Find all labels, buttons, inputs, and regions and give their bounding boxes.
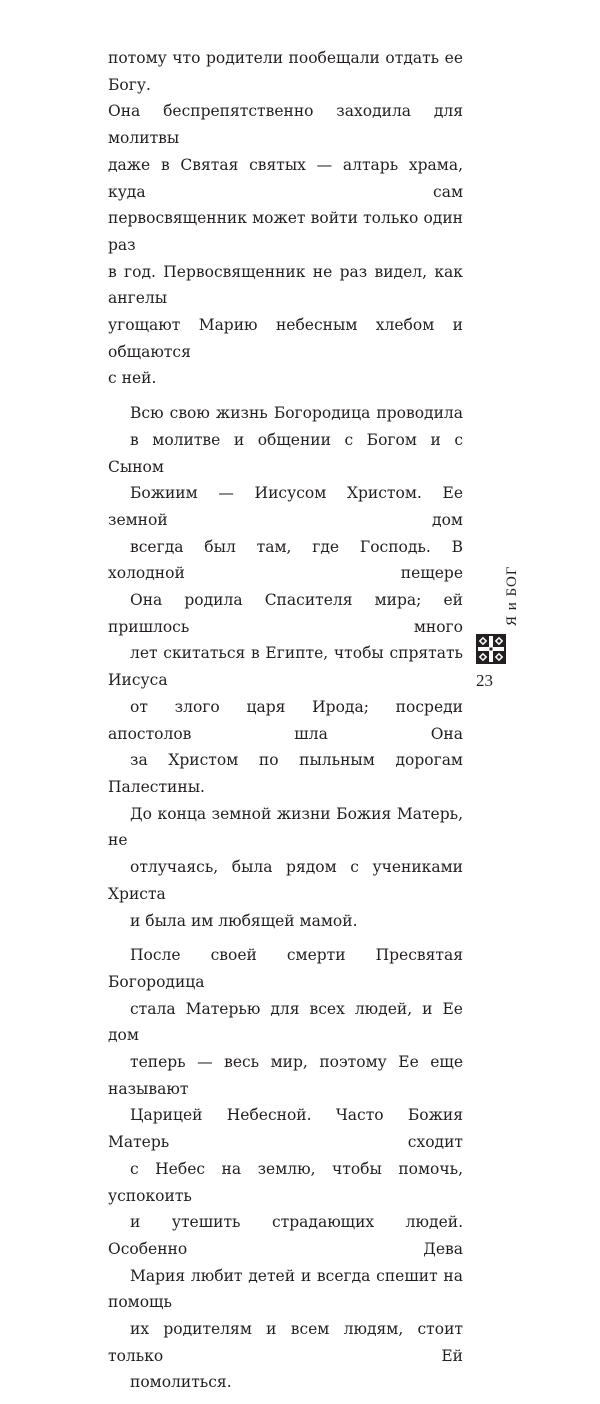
text-line: их родителям и всем людям, стоит только Ей [108,1320,463,1365]
text-line: Божиим — Иисусом Христом. Ее земной дом [108,484,463,529]
text-line: Мария любит детей и всегда спешит на помощь [108,1266,463,1312]
text-line: Царицей Небесной. Часто Божия Матерь сходит [108,1106,463,1152]
running-head [479,556,520,626]
text-line: Всю свою жизнь Богородица проводила [130,404,463,423]
cross-ornament-icon [476,634,506,664]
body-text [108,45,463,1404]
text-line: с ней. [108,369,157,388]
text-line: в молитве и общении с Богом и с Сыном [108,430,463,476]
text-line: в год. Первосвященник не раз видел, как ангелы [108,262,463,308]
paragraph-2 [108,400,463,934]
text-line: стала Матерью для всех людей, и Ее дом [108,999,463,1045]
text-line: от злого царя Ирода; посреди апостолов шла Она [108,697,463,743]
paragraph-3 [108,942,463,1396]
text-line: угощают Марию небесным хлебом и общаются [108,316,463,361]
page-number: 23 [476,671,493,690]
text-line: теперь — весь мир, поэтому Ее еще называют [108,1053,463,1098]
text-line: До конца земной жизни Божия Матерь, не [108,804,463,850]
text-line: Она беспрепятственно заходила для молитвы [108,102,463,148]
running-head-text: Я и БОГ [504,565,520,626]
cross-ornament-icon [476,634,506,664]
text-line: лет скитаться в Египте, чтобы спрятать Иисуса [108,644,463,690]
text-line: После своей смерти Пресвятая Богородица [108,946,463,991]
text-line: и утешить страдающих людей. Особенно Дева [108,1213,463,1258]
text-line: отлучаясь, была рядом с учениками Христа [108,858,463,903]
text-line: первосвященник может войти только один раз [108,209,463,254]
text-line: даже в Святая святых — алтарь храма, куда сам [108,155,463,201]
text-line: с Небес на землю, чтобы помочь, успокоить [108,1159,463,1205]
paragraph-1 [108,45,463,392]
text-line: и была им любящей мамой. [130,911,358,930]
text-line: за Христом по пыльным дорогам Палестины. [108,751,463,796]
text-line: потому что родители пообещали отдать ее Богу. [108,49,463,94]
text-line: Она родила Спасителя мира; ей пришлось много [108,591,463,636]
text-line: помолиться. [130,1373,232,1392]
text-line: всегда был там, где Господь. В холодной пещере [108,537,463,583]
